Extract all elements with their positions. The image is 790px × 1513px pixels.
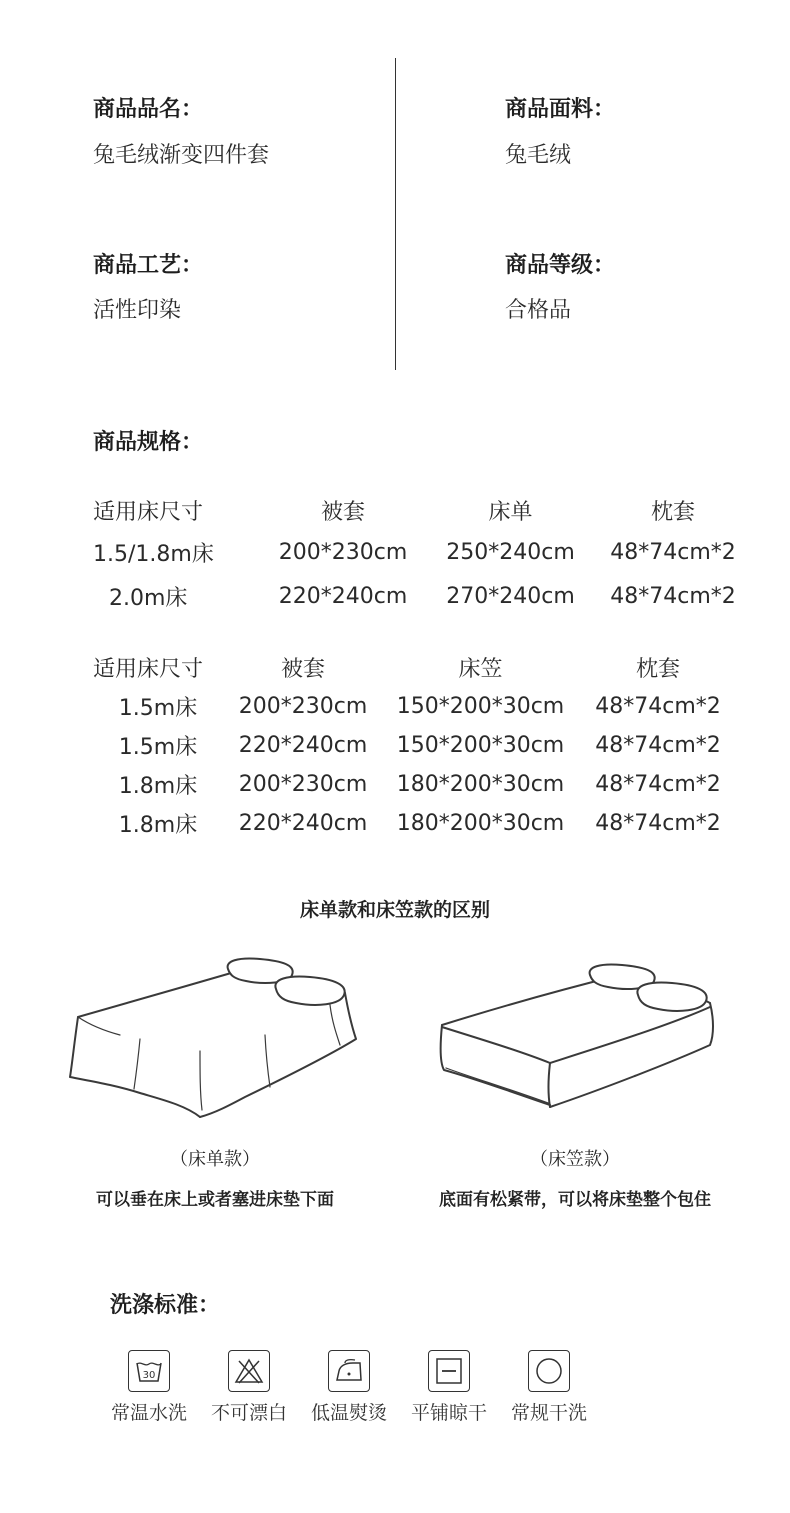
fabric-label: 商品面料： (505, 97, 616, 122)
table-row (93, 804, 738, 843)
table-header: 床笠 (458, 656, 503, 682)
table-header: 被套 (320, 499, 365, 525)
table-cell: 1.8m床 (118, 774, 198, 799)
difference-title: 床单款和床笠款的区别 (299, 899, 490, 921)
table-row (93, 574, 748, 618)
table-cell: 200*230cm (238, 694, 368, 719)
table-cell: 1.5m床 (118, 696, 198, 721)
table-cell: 200*230cm (238, 772, 368, 797)
no-bleach-icon (228, 1350, 270, 1392)
wash-item (404, 1350, 494, 1425)
wash-label: 平铺晾干 (410, 1402, 487, 1424)
dry-clean-icon (528, 1350, 570, 1392)
table-row (93, 765, 738, 804)
table-cell: 1.8m床 (118, 813, 198, 838)
flat-dry-icon (428, 1350, 470, 1392)
table-cell: 1.5/1.8m床 (93, 541, 214, 567)
table-header: 床单 (488, 499, 533, 525)
wash-item (104, 1350, 194, 1425)
wash-label: 常规干洗 (510, 1402, 587, 1424)
name-label: 商品品名： (93, 97, 204, 122)
low-iron-icon (328, 1350, 370, 1392)
spec-table-fitted (93, 647, 738, 843)
wash-label: 常温水洗 (110, 1402, 187, 1424)
table-header: 适用床尺寸 (93, 656, 204, 682)
fitted-name: （床笠款） (530, 1149, 620, 1170)
fabric-value: 兔毛绒 (505, 143, 572, 168)
spec-label: 商品规格： (93, 430, 204, 455)
sheet-description: 可以垂在床上或者塞进床垫下面 (96, 1190, 334, 1210)
wash-item (504, 1350, 594, 1425)
table-row (93, 726, 738, 765)
table-cell: 250*240cm (446, 539, 575, 565)
table-cell: 2.0m床 (109, 585, 188, 611)
table-cell: 48*74cm*2 (595, 733, 721, 758)
table-header: 枕套 (635, 656, 680, 682)
flat-sheet-illustration (60, 955, 370, 1135)
table-cell: 200*230cm (278, 539, 408, 565)
craft-value: 活性印染 (93, 298, 182, 323)
wash-label: 低温熨烫 (310, 1402, 387, 1424)
table-cell: 1.5m床 (118, 735, 198, 760)
table-cell: 48*74cm*2 (610, 583, 736, 609)
washing-label: 洗涤标准： (110, 1293, 221, 1318)
wash-label: 不可漂白 (210, 1402, 287, 1424)
table-cell: 180*200*30cm (396, 772, 565, 797)
fitted-sheet-illustration (430, 955, 730, 1120)
fitted-description: 底面有松紧带，可以将床垫整个包住 (439, 1190, 711, 1210)
table-cell: 220*240cm (238, 733, 368, 758)
wash-item (304, 1350, 394, 1425)
table-cell: 150*200*30cm (396, 733, 565, 758)
table-cell: 48*74cm*2 (595, 772, 721, 797)
table-header: 被套 (280, 656, 325, 682)
grade-label: 商品等级： (505, 253, 616, 278)
grade-value: 合格品 (505, 298, 572, 323)
table-row (93, 687, 738, 726)
wash-30-icon (128, 1350, 170, 1392)
table-cell: 180*200*30cm (396, 811, 565, 836)
table-cell: 48*74cm*2 (595, 694, 721, 719)
sheet-name: （床单款） (170, 1149, 260, 1170)
table-row (93, 530, 748, 574)
table-cell: 220*240cm (238, 811, 368, 836)
svg-text:30: 30 (142, 1370, 156, 1381)
table-cell: 48*74cm*2 (595, 811, 721, 836)
table-cell: 150*200*30cm (396, 694, 565, 719)
craft-label: 商品工艺： (93, 253, 204, 278)
table-cell: 220*240cm (278, 583, 408, 609)
table-header: 枕套 (650, 499, 695, 525)
table-cell: 48*74cm*2 (610, 539, 736, 565)
table-cell: 270*240cm (446, 583, 575, 609)
table-header: 适用床尺寸 (93, 499, 204, 525)
divider-line (395, 58, 396, 370)
wash-item (204, 1350, 294, 1425)
spec-table-sheet (93, 490, 748, 618)
name-value: 兔毛绒渐变四件套 (93, 143, 270, 168)
